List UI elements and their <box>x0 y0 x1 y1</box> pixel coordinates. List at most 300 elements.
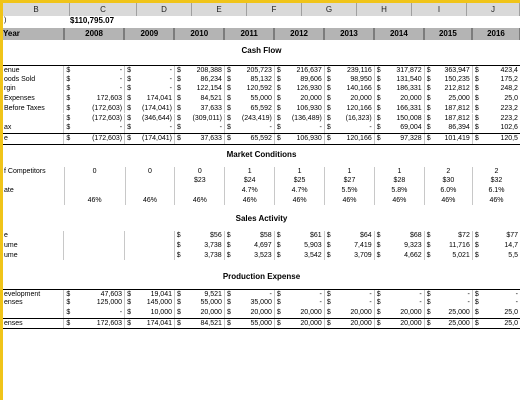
value-cell[interactable] <box>324 241 374 251</box>
year-2016[interactable]: 2016 <box>472 28 520 40</box>
market-conditions-section <box>3 149 520 161</box>
row-label[interactable]: ume <box>4 251 18 259</box>
currency-symbol: $ <box>426 114 431 122</box>
value-cell[interactable] <box>374 75 424 85</box>
cell-value: 25,0 <box>504 95 518 103</box>
value-cell[interactable] <box>63 84 124 94</box>
value-cell[interactable] <box>224 114 274 124</box>
value-cell[interactable] <box>224 134 274 144</box>
cell-value: - <box>119 75 123 83</box>
value-cell[interactable] <box>63 114 124 124</box>
value-cell[interactable]: 0 <box>64 167 125 177</box>
cell-value: 97,328 <box>400 134 422 142</box>
cell-value: 25,0 <box>504 308 518 316</box>
row-label[interactable]: oods Sold <box>4 75 36 83</box>
cash_flow_rows-row <box>3 123 520 133</box>
value-cell[interactable] <box>174 231 224 241</box>
value-cell[interactable] <box>174 134 224 144</box>
value-cell[interactable] <box>324 104 374 114</box>
cell-value: 106,930 <box>296 104 322 112</box>
value-cell[interactable] <box>324 84 374 94</box>
value-cell[interactable] <box>324 114 374 124</box>
currency-symbol: $ <box>426 299 431 307</box>
currency-symbol: $ <box>276 299 281 307</box>
value-cell[interactable] <box>124 241 174 251</box>
value-cell[interactable] <box>472 114 520 124</box>
value-cell[interactable]: $27 <box>324 176 374 186</box>
value-cell[interactable] <box>324 319 374 329</box>
column-header-h[interactable]: H <box>357 3 412 16</box>
year-2011[interactable]: 2011 <box>224 28 274 40</box>
value-cell[interactable] <box>374 231 424 241</box>
cell-value: 3,523 <box>254 251 272 259</box>
value-cell[interactable] <box>224 298 274 308</box>
value-cell[interactable] <box>124 84 174 94</box>
value-cell[interactable] <box>472 104 520 114</box>
column-header-c[interactable]: C <box>70 3 137 16</box>
value-cell[interactable] <box>224 75 274 85</box>
value-cell[interactable] <box>374 308 424 318</box>
value-cell[interactable] <box>374 241 424 251</box>
value-cell[interactable] <box>374 84 424 94</box>
value-cell[interactable] <box>424 84 472 94</box>
value-cell[interactable] <box>274 298 324 308</box>
row-label[interactable]: ate <box>4 187 14 194</box>
value-cell[interactable] <box>125 186 175 196</box>
value-cell[interactable]: $24 <box>224 176 274 186</box>
currency-symbol: $ <box>127 67 131 74</box>
value-cell[interactable] <box>424 251 472 261</box>
currency-symbol: $ <box>276 134 281 142</box>
cell-value: 9,521 <box>204 290 222 298</box>
cell-value: 125,000 <box>96 299 123 307</box>
cell-value: 166,331 <box>396 104 422 112</box>
value-cell[interactable] <box>124 298 174 308</box>
cell-value: 150,008 <box>396 114 422 122</box>
currency-symbol: $ <box>376 124 381 132</box>
cell-value: - <box>169 67 172 74</box>
value-cell[interactable] <box>274 123 324 133</box>
value-cell[interactable] <box>124 231 174 241</box>
value-cell[interactable] <box>424 308 472 318</box>
value-cell[interactable] <box>374 94 424 104</box>
cell-value: 65,592 <box>250 134 272 142</box>
value-cell[interactable] <box>63 319 124 329</box>
value-cell[interactable]: 1 <box>274 167 324 177</box>
cell-value: 35,000 <box>250 299 272 307</box>
currency-symbol: $ <box>276 290 281 298</box>
year-2010[interactable]: 2010 <box>174 28 224 40</box>
value-cell[interactable] <box>274 319 324 329</box>
value-cell[interactable]: 5.8% <box>374 186 424 196</box>
value-cell[interactable] <box>424 75 472 85</box>
column-header-e[interactable]: E <box>192 3 247 16</box>
value-cell[interactable] <box>472 84 520 94</box>
currency-symbol: $ <box>177 308 181 316</box>
cash_flow_rows-row <box>3 114 520 124</box>
value-cell[interactable] <box>324 298 374 308</box>
currency-symbol: $ <box>376 114 381 122</box>
value-cell[interactable] <box>224 231 274 241</box>
value-cell[interactable] <box>472 134 520 144</box>
row-label[interactable]: e <box>4 134 8 142</box>
column-header-d[interactable]: D <box>137 3 192 16</box>
year-2012[interactable]: 2012 <box>274 28 324 40</box>
year-2009[interactable]: 2009 <box>124 28 174 40</box>
currency-symbol: $ <box>66 134 71 142</box>
value-cell[interactable] <box>324 308 374 318</box>
top-value-row <box>3 16 520 26</box>
value-cell[interactable]: $32 <box>472 176 520 186</box>
value-cell[interactable] <box>124 104 174 114</box>
value-cell[interactable]: 46% <box>174 196 224 206</box>
value-cell[interactable]: 1 <box>224 167 274 177</box>
value-cell[interactable] <box>174 186 224 196</box>
value-cell[interactable]: 6.0% <box>424 186 472 196</box>
column-header-j[interactable]: J <box>467 3 520 16</box>
value-cell[interactable] <box>174 319 224 329</box>
value-cell[interactable]: 46% <box>424 196 472 206</box>
value-cell[interactable] <box>424 241 472 251</box>
value-cell[interactable] <box>324 134 374 144</box>
currency-symbol: $ <box>177 67 181 74</box>
cell-value: 14,7 <box>504 242 519 250</box>
value-cell[interactable]: 2 <box>472 167 520 177</box>
value-cell[interactable]: 4.7% <box>224 186 274 196</box>
currency-symbol: $ <box>276 319 281 327</box>
cell-value: - <box>119 308 123 316</box>
cell-value: 120,5 <box>500 134 518 142</box>
currency-symbol: $ <box>127 290 131 298</box>
value-cell[interactable] <box>63 104 124 114</box>
value-cell[interactable] <box>472 319 520 329</box>
cell-value: - <box>515 299 518 307</box>
currency-symbol: $ <box>177 104 181 112</box>
value-cell[interactable]: 1 <box>374 167 424 177</box>
value-cell[interactable] <box>124 94 174 104</box>
year-2015[interactable]: 2015 <box>424 28 472 40</box>
value-cell[interactable] <box>424 231 472 241</box>
value-cell[interactable] <box>374 251 424 261</box>
currency-symbol: $ <box>176 251 181 259</box>
row-label[interactable]: ax <box>4 124 12 132</box>
value-cell[interactable] <box>124 134 174 144</box>
currency-symbol: $ <box>474 85 479 93</box>
value-cell[interactable] <box>63 231 124 241</box>
currency-symbol: $ <box>226 308 231 316</box>
value-cell[interactable] <box>472 298 520 308</box>
value-cell[interactable] <box>63 75 124 85</box>
value-cell[interactable] <box>274 231 324 241</box>
currency-symbol: $ <box>326 95 331 103</box>
cell-value: - <box>119 67 123 74</box>
value-cell[interactable] <box>274 94 324 104</box>
row-label[interactable]: e <box>4 232 8 240</box>
value-cell[interactable] <box>424 123 472 133</box>
value-cell[interactable] <box>174 104 224 114</box>
value-cell[interactable] <box>274 104 324 114</box>
row-label[interactable]: enses <box>4 319 23 327</box>
value-cell[interactable] <box>174 298 224 308</box>
value-cell[interactable] <box>374 114 424 124</box>
value-cell[interactable] <box>224 123 274 133</box>
cell-value: 208,388 <box>196 67 222 74</box>
value-cell[interactable] <box>63 308 124 318</box>
currency-symbol: $ <box>474 95 479 103</box>
currency-symbol: $ <box>276 242 281 250</box>
value-cell[interactable] <box>424 94 472 104</box>
value-cell[interactable] <box>124 123 174 133</box>
currency-symbol: $ <box>177 75 181 83</box>
value-cell[interactable] <box>63 134 124 144</box>
spreadsheet-grid[interactable] <box>3 16 520 400</box>
value-cell[interactable] <box>174 308 224 318</box>
row-label[interactable]: rgin <box>4 85 16 93</box>
value-cell[interactable] <box>124 308 174 318</box>
row-label[interactable] <box>3 176 64 186</box>
value-cell[interactable]: 0 <box>125 167 175 177</box>
value-cell[interactable] <box>274 134 324 144</box>
value-cell[interactable] <box>472 75 520 85</box>
value-cell[interactable]: $23 <box>174 176 224 186</box>
value-cell[interactable] <box>324 231 374 241</box>
value-cell[interactable] <box>424 104 472 114</box>
column-header-b[interactable]: B <box>3 3 70 16</box>
cell-value: (346,644) <box>142 114 172 122</box>
value-cell[interactable] <box>125 176 175 186</box>
value-cell[interactable] <box>374 104 424 114</box>
value-cell[interactable] <box>274 114 324 124</box>
currency-symbol: $ <box>226 251 231 259</box>
value-cell[interactable]: 46% <box>224 196 274 206</box>
value-cell[interactable] <box>424 298 472 308</box>
value-cell[interactable] <box>274 84 324 94</box>
value-cell[interactable]: 46% <box>324 196 374 206</box>
value-cell[interactable] <box>224 94 274 104</box>
value-cell[interactable]: 0 <box>174 167 224 177</box>
row-label[interactable] <box>3 308 63 318</box>
row-label[interactable]: Before Taxes <box>4 104 45 112</box>
value-cell[interactable] <box>63 94 124 104</box>
value-cell[interactable] <box>224 319 274 329</box>
currency-symbol: $ <box>426 75 431 83</box>
currency-symbol: $ <box>177 95 181 103</box>
market_rows-row <box>3 167 520 177</box>
cell-value: (16,323) <box>345 114 372 122</box>
currency-symbol: $ <box>326 124 331 132</box>
row-label[interactable]: Expenses <box>4 95 35 103</box>
value-cell[interactable] <box>174 94 224 104</box>
cell-value: - <box>467 290 470 298</box>
value-cell[interactable] <box>472 308 520 318</box>
currency-symbol: $ <box>177 85 181 93</box>
value-cell[interactable] <box>224 251 274 261</box>
cell-value: 20,000 <box>350 95 372 103</box>
value-cell[interactable] <box>374 134 424 144</box>
value-cell[interactable] <box>124 319 174 329</box>
value-cell[interactable] <box>63 251 124 261</box>
value-cell[interactable] <box>124 75 174 85</box>
value-cell[interactable] <box>174 241 224 251</box>
currency-symbol: $ <box>426 290 431 298</box>
currency-symbol: $ <box>127 114 131 122</box>
value-cell[interactable] <box>124 251 174 261</box>
value-cell[interactable] <box>472 231 520 241</box>
value-cell[interactable] <box>174 251 224 261</box>
value-cell[interactable] <box>472 241 520 251</box>
value-cell[interactable] <box>424 114 472 124</box>
cell-value: - <box>269 290 272 298</box>
row-label[interactable] <box>3 114 63 124</box>
currency-symbol: $ <box>226 319 231 327</box>
cell-value: 19,041 <box>150 290 172 298</box>
value-cell[interactable] <box>374 123 424 133</box>
cell-value: - <box>369 299 372 307</box>
cell-value: - <box>169 75 172 83</box>
sales_rows-row <box>3 231 520 241</box>
row-label[interactable]: evelopment <box>4 290 41 298</box>
currency-symbol: $ <box>226 232 231 240</box>
value-cell[interactable]: $28 <box>374 176 424 186</box>
value-cell[interactable] <box>174 114 224 124</box>
cell-value: 205,723 <box>246 67 272 74</box>
column-header-bar[interactable] <box>3 3 520 17</box>
row-label[interactable]: enue <box>4 67 20 74</box>
currency-symbol: $ <box>176 242 181 250</box>
value-cell[interactable]: $25 <box>274 176 324 186</box>
value-cell[interactable]: 46% <box>374 196 424 206</box>
currency-symbol: $ <box>66 95 71 103</box>
value-cell[interactable] <box>472 123 520 133</box>
value-cell[interactable] <box>64 176 125 186</box>
value-cell[interactable]: 46% <box>274 196 324 206</box>
currency-symbol: $ <box>66 85 71 93</box>
value-cell[interactable]: 46% <box>125 196 175 206</box>
value-cell[interactable] <box>274 251 324 261</box>
value-cell[interactable] <box>174 75 224 85</box>
cell-value: - <box>515 290 518 298</box>
cell-value: 20,000 <box>400 308 422 316</box>
value-cell[interactable] <box>424 319 472 329</box>
cell-value: $68 <box>409 232 422 240</box>
value-cell[interactable]: 2 <box>424 167 472 177</box>
value-cell[interactable] <box>274 75 324 85</box>
cell-value: (309,011) <box>192 114 222 122</box>
cell-value: 20,000 <box>350 319 372 327</box>
row-label[interactable]: ) <box>4 17 7 24</box>
production-expense-section <box>3 271 520 283</box>
value-cell[interactable] <box>224 104 274 114</box>
cell-value: $61 <box>310 232 322 240</box>
cell-value: $72 <box>458 232 470 240</box>
market_rows-row <box>3 186 520 196</box>
row-label[interactable]: ume <box>4 242 18 250</box>
year-label[interactable]: Year <box>3 28 64 40</box>
value-cell[interactable] <box>224 84 274 94</box>
total-value-cell[interactable]: $110,795.07 <box>70 16 115 25</box>
value-cell[interactable] <box>124 114 174 124</box>
currency-symbol: $ <box>276 114 281 122</box>
currency-symbol: $ <box>177 319 181 327</box>
currency-symbol: $ <box>474 232 479 240</box>
value-cell[interactable] <box>174 123 224 133</box>
column-header-i[interactable]: I <box>412 3 467 16</box>
cell-value: 20,000 <box>300 319 322 327</box>
value-cell[interactable] <box>224 308 274 318</box>
value-cell[interactable] <box>224 241 274 251</box>
cell-value: 216,637 <box>296 67 322 74</box>
currency-symbol: $ <box>326 114 331 122</box>
value-cell[interactable] <box>63 241 124 251</box>
cash_flow_rows-row <box>3 133 520 145</box>
currency-symbol: $ <box>66 67 71 74</box>
column-header-g[interactable]: G <box>302 3 357 16</box>
value-cell[interactable] <box>63 123 124 133</box>
cell-value: - <box>219 124 222 132</box>
cell-value: 20,000 <box>200 308 222 316</box>
value-cell[interactable] <box>324 94 374 104</box>
currency-symbol: $ <box>474 290 479 298</box>
value-cell[interactable] <box>274 241 324 251</box>
currency-symbol: $ <box>66 75 71 83</box>
cell-value: 5,021 <box>452 251 470 259</box>
value-cell[interactable] <box>63 298 124 308</box>
row-label[interactable]: enses <box>4 299 23 307</box>
value-cell[interactable] <box>472 251 520 261</box>
value-cell[interactable] <box>374 319 424 329</box>
value-cell[interactable] <box>174 84 224 94</box>
value-cell[interactable] <box>424 134 472 144</box>
cell-value: 86,234 <box>200 75 222 83</box>
currency-symbol: $ <box>226 75 231 83</box>
value-cell[interactable] <box>324 123 374 133</box>
value-cell[interactable]: $30 <box>424 176 472 186</box>
value-cell[interactable]: 46% <box>64 196 125 206</box>
value-cell[interactable]: 1 <box>324 167 374 177</box>
currency-symbol: $ <box>226 124 231 132</box>
value-cell[interactable] <box>324 75 374 85</box>
currency-symbol: $ <box>226 299 231 307</box>
cell-value: - <box>169 124 172 132</box>
cell-value: 4,697 <box>254 242 272 250</box>
cash_flow_rows-row <box>3 94 520 104</box>
currency-symbol: $ <box>226 104 231 112</box>
currency-symbol: $ <box>426 232 431 240</box>
year-2014[interactable]: 2014 <box>374 28 424 40</box>
value-cell[interactable] <box>374 298 424 308</box>
value-cell[interactable] <box>472 94 520 104</box>
currency-symbol: $ <box>376 232 381 240</box>
currency-symbol: $ <box>276 308 281 316</box>
value-cell[interactable] <box>64 186 125 196</box>
value-cell[interactable] <box>324 251 374 261</box>
value-cell[interactable]: 6.1% <box>472 186 520 196</box>
year-2008[interactable]: 2008 <box>64 28 125 40</box>
row-label[interactable]: f Competitors <box>4 167 46 175</box>
currency-symbol: $ <box>426 124 431 132</box>
row-label[interactable] <box>3 196 64 206</box>
cell-value: - <box>369 124 372 132</box>
cell-value: 187,812 <box>444 114 470 122</box>
cell-value: 423,4 <box>500 67 518 74</box>
value-cell[interactable] <box>274 308 324 318</box>
value-cell[interactable]: 46% <box>472 196 520 206</box>
year-2013[interactable]: 2013 <box>324 28 374 40</box>
value-cell[interactable]: 4.7% <box>274 186 324 196</box>
cell-value: 120,166 <box>346 104 372 112</box>
column-header-f[interactable]: F <box>247 3 302 16</box>
value-cell[interactable]: 5.5% <box>324 186 374 196</box>
